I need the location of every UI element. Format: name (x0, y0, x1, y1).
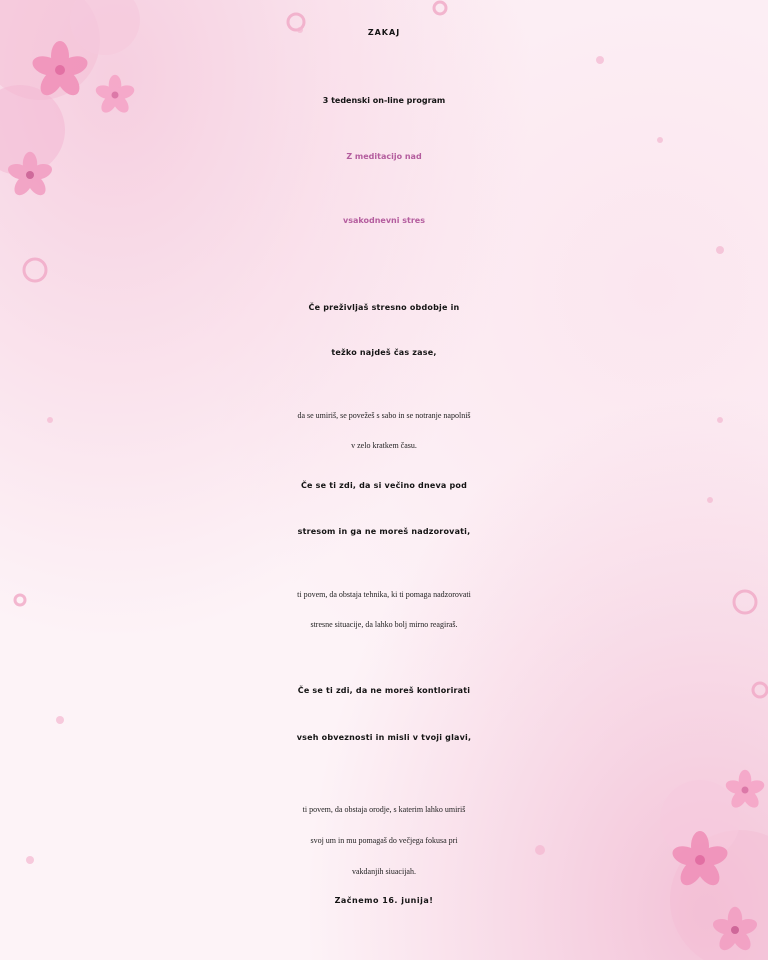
program-name-line-1: Z meditacijo nad (346, 152, 422, 161)
section-1-body-line-1: da se umiriš, se povežeš s sabo in se notranje napolniš (297, 411, 471, 420)
program-subtitle: 3 tedenski on-line program (322, 96, 446, 105)
flower-icon (711, 907, 759, 954)
title: ZAKAJ (367, 28, 401, 37)
program-name-line-2: vsakodnevni stres (343, 216, 425, 225)
section-3-body-line-2: svoj um in mu pomagaš do večjega fokusa pri (310, 836, 458, 845)
flower-cluster-bottom-right (660, 770, 768, 960)
flower-icon (30, 41, 90, 99)
section-1-heading-line-1: Če preživljaš stresno obdobje in (308, 303, 460, 312)
section-2-heading-line-1: Če se ti zdi, da si večino dneva pod (300, 481, 468, 490)
section-2-body-line-1: ti povem, da obstaja tehnika, ki ti pomaga nadzorovati (297, 590, 471, 599)
section-3-body-line-1: ti povem, da obstaja orodje, s katerim lahko umiriš (302, 805, 466, 814)
section-2-body-line-2: stresne situacije, da lahko bolj mirno reagiraš. (310, 620, 458, 629)
section-1-body-line-2: v zelo kratkem času. (351, 441, 417, 450)
section-2-heading-line-2: stresom in ga ne moreš nadzorovati, (297, 527, 471, 536)
section-1-heading-line-2: težko najdeš čas zase, (331, 348, 437, 357)
section-3-body-line-3: vakdanjih siuacijah. (352, 867, 416, 876)
section-3-heading-line-2: vseh obveznosti in misli v tvoji glavi, (296, 733, 472, 742)
section-3-heading-line-1: Če se ti zdi, da ne moreš kontlorirati (297, 686, 471, 695)
start-date-banner: Začnemo 16. junija! (334, 896, 434, 905)
